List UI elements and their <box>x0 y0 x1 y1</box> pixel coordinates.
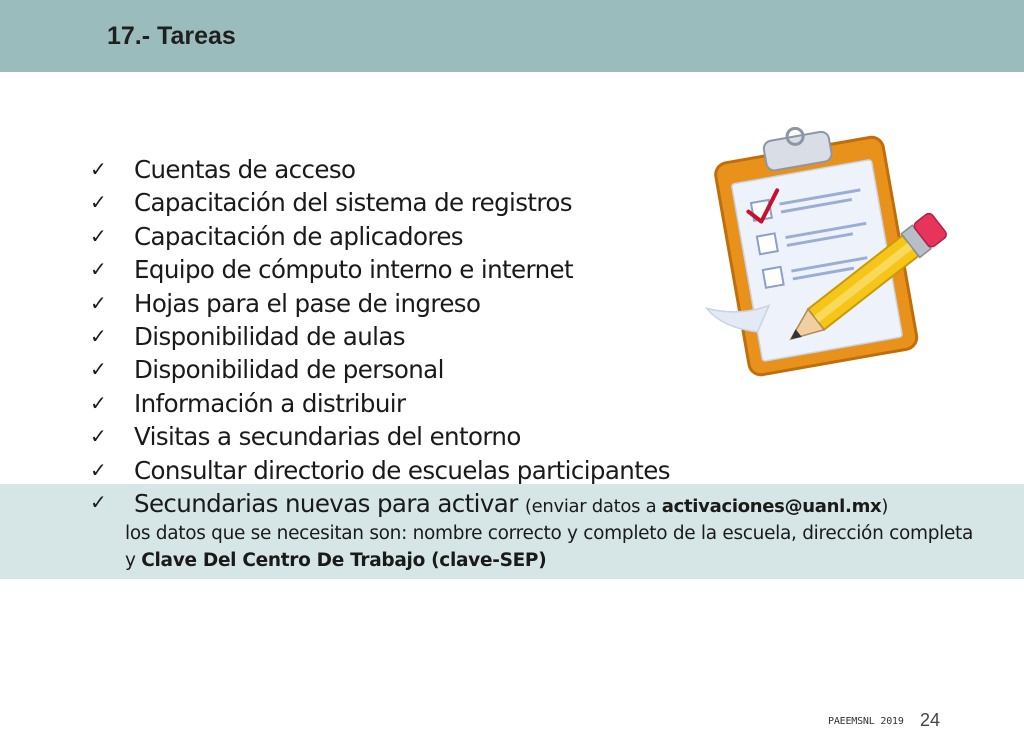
checkmark-icon: ✓ <box>90 257 107 282</box>
email-note <box>525 496 888 517</box>
task-label: Equipo de cómputo interno e internet <box>134 255 573 285</box>
requirements-text: los datos que se necesitan son: nombre correcto y completo de la escuela, dirección completa y <box>125 523 974 571</box>
task-label: Consultar directorio de escuelas participantes <box>134 455 670 485</box>
checkmark-icon: ✓ <box>90 190 107 215</box>
highlighted-task-label: Secundarias nuevas para activar <box>134 489 518 518</box>
email-note-prefix: (enviar datos a <box>524 496 662 517</box>
checkmark-icon: ✓ <box>90 457 107 482</box>
task-label: Capacitación de aplicadores <box>134 221 463 251</box>
checkmark-icon: ✓ <box>90 157 107 181</box>
highlighted-task-text <box>134 487 888 523</box>
task-label: Disponibilidad de personal <box>134 355 444 385</box>
clipboard-checklist-with-pencil-icon <box>690 118 970 378</box>
checkmark-icon: ✓ <box>90 424 107 449</box>
checkmark-icon: ✓ <box>90 223 107 248</box>
checkmark-icon: ✓ <box>90 390 107 415</box>
requirements-key-term: Clave Del Centro De Trabajo (clave-SEP) <box>141 550 547 571</box>
task-label: Hojas para el pase de ingreso <box>134 288 481 318</box>
task-label: Visitas a secundarias del entorno <box>134 422 521 452</box>
checkbox-3 <box>763 267 784 288</box>
email-note-suffix: ) <box>881 496 889 517</box>
page-number: 24 <box>920 710 941 730</box>
footer-label: PAEEMSNL 2019 <box>828 716 904 727</box>
slide-header <box>0 0 1024 72</box>
requirements-detail <box>125 520 985 574</box>
checkmark-icon: ✓ <box>90 357 107 382</box>
checkmark-icon: ✓ <box>90 323 107 348</box>
email-address: activaciones@uanl.mx <box>661 496 882 517</box>
slide-title: 17.- Tareas <box>107 22 236 50</box>
checkmark-icon: ✓ <box>90 492 107 514</box>
task-label: Capacitación del sistema de registros <box>134 188 572 218</box>
task-label: Disponibilidad de aulas <box>134 321 405 351</box>
checkmark-icon: ✓ <box>90 290 107 315</box>
checkbox-2 <box>757 233 778 254</box>
task-label: Cuentas de acceso <box>134 155 356 184</box>
task-label: Información a distribuir <box>134 388 406 418</box>
